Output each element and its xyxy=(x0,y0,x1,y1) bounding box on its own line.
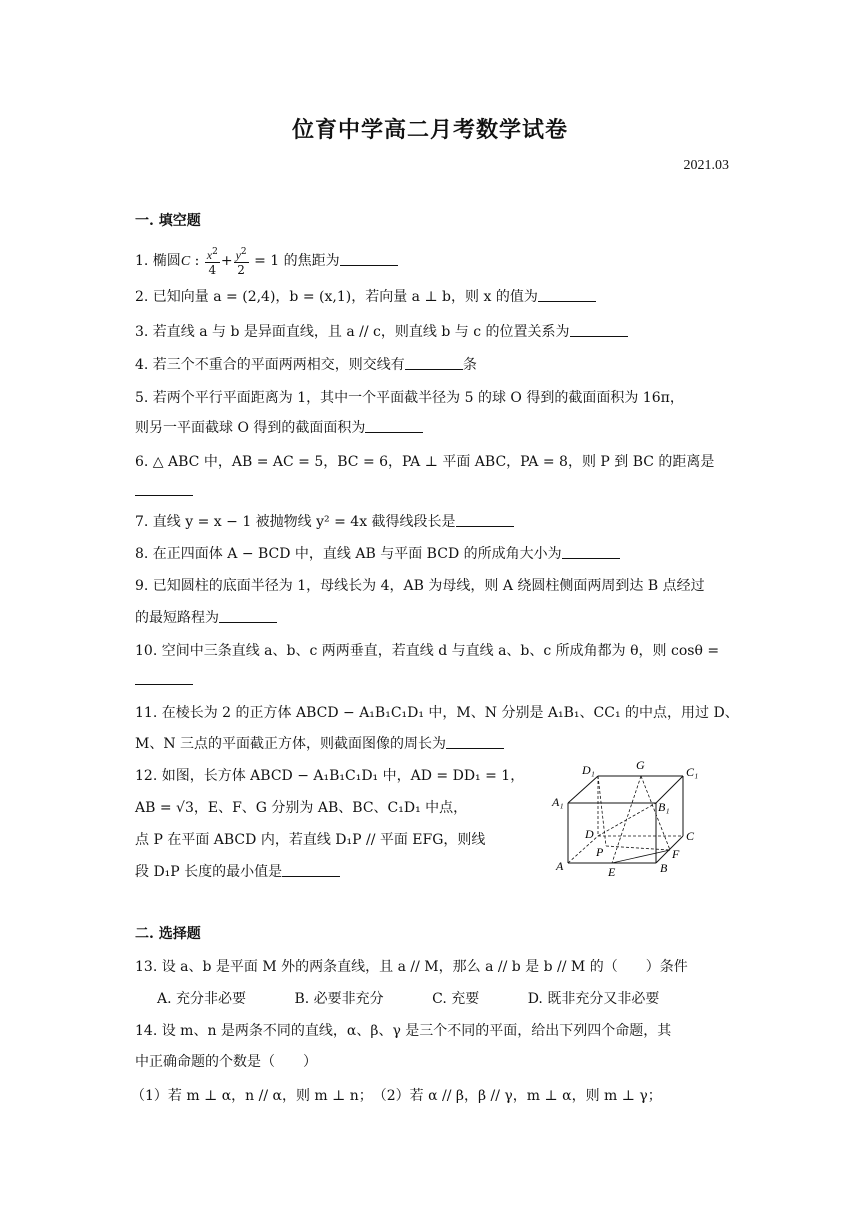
answer-blank-1[interactable] xyxy=(340,251,398,266)
question-5-line-2: 则另一平面截球 O 得到的截面面积为 xyxy=(135,418,423,438)
question-1: 1. 椭圆C : $\frac{x^2}{4}$ + $\frac{y^2}{2}$ = 1 的焦距为 xyxy=(135,245,398,277)
label-A1: A₁ xyxy=(552,795,564,809)
question-13-options xyxy=(157,988,703,1008)
answer-blank-2[interactable] xyxy=(538,287,596,302)
answer-blank-4[interactable] xyxy=(405,355,463,370)
question-3: 3. 若直线 a 与 b 是异面直线，且 a // c，则直线 b 与 c 的位置关系为 xyxy=(135,322,628,342)
question-6-blank-line xyxy=(135,481,193,501)
exam-title: 位育中学高二月考数学试卷 xyxy=(291,117,568,143)
answer-blank-3[interactable] xyxy=(570,322,628,337)
answer-blank-8[interactable] xyxy=(562,544,620,559)
q1-rest: = 1 的焦距为 xyxy=(249,253,340,269)
label-D: D xyxy=(585,827,594,841)
label-P: P xyxy=(596,845,604,859)
answer-blank-7[interactable] xyxy=(456,512,514,527)
label-B: B xyxy=(660,861,668,875)
question-11-line-2: M、N 三点的平面截正方体，则截面图像的周长为 xyxy=(135,734,504,754)
label-B1: B₁ xyxy=(658,800,670,814)
question-14-line-3: （1）若 m ⊥ α，n // α，则 m ⊥ n； （2）若 α // β，β // γ，m ⊥ α，则 m ⊥ γ； xyxy=(131,1088,662,1104)
question-10: 10. 空间中三条直线 a、b、c 两两垂直，若直线 d 与直线 a、b、c 所成角都为 θ，则 cosθ = xyxy=(135,643,720,659)
question-8: 8. 在正四面体 A − BCD 中，直线 AB 与平面 BCD 的所成角大小为 xyxy=(135,544,620,564)
label-C1: C₁ xyxy=(686,765,699,779)
question-12-line-1: 12. 如图，长方体 ABCD − A₁B₁C₁D₁ 中，AD = DD₁ = 1， xyxy=(135,768,525,784)
option-a[interactable]: A. 充分非必要 xyxy=(157,991,247,1007)
question-9-line-1: 9. 已知圆柱的底面半径为 1，母线长为 4，AB 为母线，则 A 绕圆柱侧面两周到达 B 点经过 xyxy=(135,578,705,594)
answer-blank-5[interactable] xyxy=(365,418,423,433)
question-4: 4. 若三个不重合的平面两两相交，则交线有 条 xyxy=(135,357,477,373)
question-14-line-2: 中正确命题的个数是（ ） xyxy=(135,1054,317,1070)
answer-blank-12[interactable] xyxy=(282,862,340,877)
option-d[interactable]: D. 既非充分又非必要 xyxy=(527,991,660,1007)
question-12-line-2: AB = √3，E、F、G 分别为 AB、BC、C₁D₁ 中点， xyxy=(135,800,468,816)
section-fill-in: 一. 填空题 xyxy=(135,213,201,229)
q1-prefix: 1. 椭圆 xyxy=(135,253,181,269)
question-2: 2. 已知向量 a = (2,4)，b = (x,1)，若向量 a ⊥ b，则 x 的值为 xyxy=(135,287,596,307)
label-A: A xyxy=(556,859,564,873)
q1-sep: : xyxy=(190,253,204,269)
answer-blank-11[interactable] xyxy=(446,734,504,749)
question-14-line-1: 14. 设 m、n 是两条不同的直线，α、β、γ 是三个不同的平面，给出下列四个命题，其 xyxy=(135,1023,672,1039)
q1-frac-y: $\frac{y^2}{2}$ xyxy=(235,247,247,277)
question-11-line-1: 11. 在棱长为 2 的正方体 ABCD − A₁B₁C₁D₁ 中，M、N 分别是 A₁B₁、CC₁ 的中点，用过 D、 xyxy=(135,705,739,721)
option-c[interactable]: C. 充要 xyxy=(432,991,480,1007)
question-13: 13. 设 a、b 是平面 M 外的两条直线，且 a // M，那么 a // b 是 b // M 的（ ）条件 xyxy=(135,959,688,975)
question-5-line-1: 5. 若两个平行平面距离为 1，其中一个平面截半径为 5 的球 O 得到的截面面积为 16π， xyxy=(135,390,684,406)
q1-frac-x: $\frac{x^2}{4}$ xyxy=(206,247,218,277)
section-multiple-choice: 二. 选择题 xyxy=(135,926,201,942)
q1-c: C xyxy=(180,254,191,269)
answer-blank-9[interactable] xyxy=(219,608,277,623)
answer-blank-10[interactable] xyxy=(135,670,193,685)
label-C: C xyxy=(686,829,695,843)
question-10-blank-line xyxy=(135,670,193,690)
label-F: F xyxy=(672,847,680,861)
cuboid-figure xyxy=(548,758,708,883)
answer-blank-6[interactable] xyxy=(135,481,193,496)
question-9-line-2: 的最短路程为 xyxy=(135,608,277,628)
option-b[interactable]: B. 必要非充分 xyxy=(294,991,384,1007)
label-D1: D₁ xyxy=(582,763,595,777)
question-7: 7. 直线 y = x − 1 被抛物线 y² = 4x 截得线段长是 xyxy=(135,512,514,532)
label-E: E xyxy=(608,865,616,879)
question-6: 6. △ ABC 中，AB = AC = 5，BC = 6，PA ⊥ 平面 ABC，PA = 8，则 P 到 BC 的距离是 xyxy=(135,454,715,470)
exam-date: 2021.03 xyxy=(683,158,729,173)
question-12-line-4: 段 D₁P 长度的最小值是 xyxy=(135,862,340,882)
question-12-line-3: 点 P 在平面 ABCD 内，若直线 D₁P // 平面 EFG，则线 xyxy=(135,832,486,848)
label-G: G xyxy=(636,758,645,772)
